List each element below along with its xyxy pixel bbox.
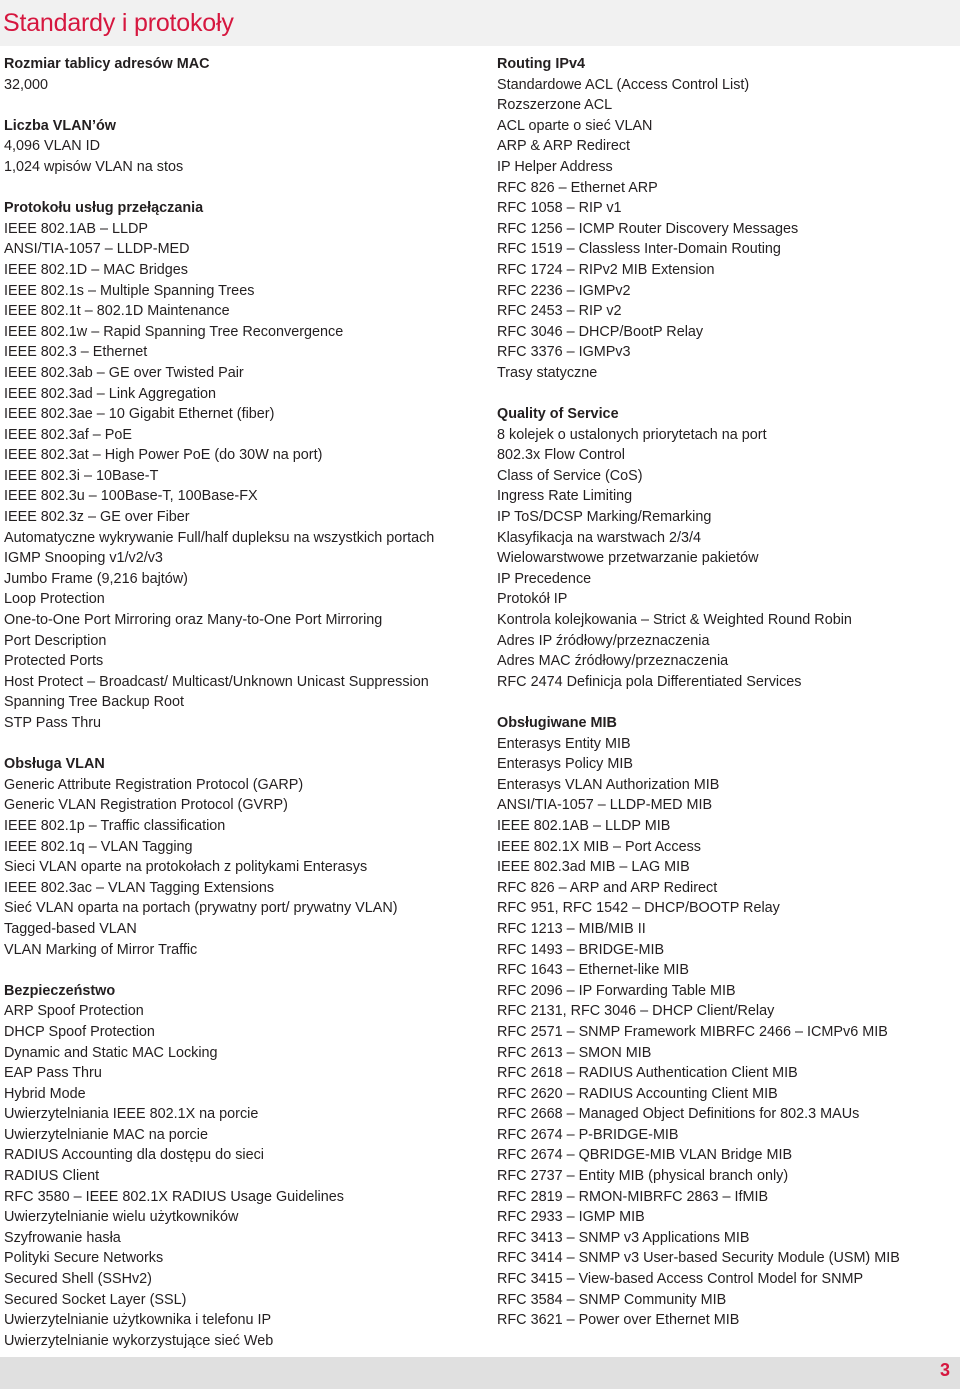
spec-item: RADIUS Client <box>4 1168 100 1185</box>
spec-item: RFC 3415 – View-based Access Control Model for SNMP <box>497 1271 864 1288</box>
spec-item: IEEE 802.3u – 100Base-T, 100Base-FX <box>4 488 258 505</box>
section-title: Bezpieczeństwo <box>4 982 116 999</box>
spec-item: STP Pass Thru <box>4 715 102 731</box>
section-title: Liczba VLAN’ów <box>4 117 116 134</box>
spec-item: RFC 1058 – RIP v1 <box>497 200 622 217</box>
spec-item: RFC 3584 – SNMP Community MIB <box>497 1291 727 1308</box>
spec-item: Protokół IP <box>497 591 568 608</box>
spec-item: Host Protect – Broadcast/ Multicast/Unknown Unicast Suppression <box>4 673 429 690</box>
spec-item: 32,000 <box>4 76 49 93</box>
spec-section <box>4 754 484 960</box>
spec-item: ANSI/TIA-1057 – LLDP-MED <box>4 241 190 258</box>
spec-item: Generic Attribute Registration Protocol (GARP) <box>4 776 304 793</box>
spec-item: Dynamic and Static MAC Locking <box>4 1044 218 1061</box>
section-title: Obsługa VLAN <box>4 756 105 773</box>
spec-item: IEEE 802.3af – PoE <box>4 426 133 443</box>
spec-item: Adres MAC źródłowy/przeznaczenia <box>497 653 729 670</box>
spec-item: DHCP Spoof Protection <box>4 1023 155 1040</box>
spec-item: Szyfrowanie hasła <box>4 1229 121 1246</box>
spec-item: IEEE 802.3ad – Link Aggregation <box>4 385 217 402</box>
spec-item: RFC 1724 – RIPv2 MIB Extension <box>497 261 715 278</box>
spec-item: IEEE 802.1AB – LLDP MIB <box>497 817 671 834</box>
spec-item: RFC 2453 – RIP v2 <box>497 303 622 320</box>
spec-item: Standardowe ACL (Access Control List) <box>497 76 750 93</box>
spec-item: ACL oparte o sieć VLAN <box>497 117 653 134</box>
spec-item: Adres IP źródłowy/przeznaczenia <box>497 632 710 649</box>
spec-item: IEEE 802.3i – 10Base-T <box>4 467 159 484</box>
spec-item: Uwierzytelnianie użytkownika i telefonu IP <box>4 1312 272 1329</box>
spec-item: Uwierzytelnianie wielu użytkowników <box>4 1209 239 1226</box>
spec-item: EAP Pass Thru <box>4 1065 102 1082</box>
spec-item: Secured Socket Layer (SSL) <box>4 1291 187 1308</box>
spec-item: IEEE 802.1q – VLAN Tagging <box>4 838 193 855</box>
spec-item: IEEE 802.3ab – GE over Twisted Pair <box>4 364 244 381</box>
spec-section <box>4 198 484 733</box>
spec-item: RFC 2613 – SMON MIB <box>497 1044 652 1061</box>
spec-item: Enterasys Entity MIB <box>497 735 631 752</box>
spec-item: Wielowarstwowe przetwarzanie pakietów <box>497 550 759 567</box>
spec-item: Trasy statyczne <box>497 364 598 381</box>
spec-item: IGMP Snooping v1/v2/v3 <box>4 550 163 567</box>
spec-item: Generic VLAN Registration Protocol (GVRP) <box>4 797 288 814</box>
spec-item: Class of Service (CoS) <box>497 467 643 484</box>
spec-item: RFC 826 – ARP and ARP Redirect <box>497 879 718 896</box>
spec-item: Sieć VLAN oparta na portach (prywatny port/ prywatny VLAN) <box>4 900 398 917</box>
spec-item: RADIUS Accounting dla dostępu do sieci <box>4 1147 264 1164</box>
spec-item: RFC 2096 – IP Forwarding Table MIB <box>497 982 736 999</box>
spec-item: RFC 3413 – SNMP v3 Applications MIB <box>497 1229 750 1246</box>
spec-item: Protected Ports <box>4 653 104 670</box>
section-title: Quality of Service <box>497 406 619 423</box>
spec-section <box>4 116 484 178</box>
spec-item: RFC 2571 – SNMP Framework MIBRFC 2466 – ICMPv6 MIB <box>497 1023 888 1040</box>
spec-item: IEEE 802.3ae – 10 Gigabit Ethernet (fiber) <box>4 406 275 423</box>
spec-item: RFC 3376 – IGMPv3 <box>497 344 631 361</box>
spec-section <box>497 404 952 692</box>
spec-item: Ingress Rate Limiting <box>497 488 633 505</box>
spec-item: Klasyfikacja na warstwach 2/3/4 <box>497 529 701 546</box>
footer-bar <box>0 1357 960 1389</box>
spec-item: IP Helper Address <box>497 158 613 175</box>
spec-item: RFC 826 – Ethernet ARP <box>497 179 658 196</box>
spec-item: RFC 2618 – RADIUS Authentication Client MIB <box>497 1065 798 1082</box>
spec-item: IEEE 802.1s – Multiple Spanning Trees <box>4 282 255 299</box>
spec-item: RFC 2819 – RMON-MIBRFC 2863 – IfMIB <box>497 1188 769 1205</box>
spec-item: IEEE 802.1D – MAC Bridges <box>4 261 188 278</box>
spec-section <box>4 54 484 95</box>
spec-section <box>497 713 952 1331</box>
spec-item: RFC 951, RFC 1542 – DHCP/BOOTP Relay <box>497 900 780 917</box>
spec-item: RFC 1213 – MIB/MIB II <box>497 920 646 937</box>
spec-item: Kontrola kolejkowania – Strict & Weighted Round Robin <box>497 612 852 629</box>
spec-item: IP Precedence <box>497 570 592 587</box>
left-column <box>4 54 484 1372</box>
page-title: Standardy i protokoły <box>3 9 234 37</box>
spec-item: Polityki Secure Networks <box>4 1250 164 1267</box>
spec-item: RFC 3621 – Power over Ethernet MIB <box>497 1312 740 1329</box>
spec-section <box>497 54 952 384</box>
spec-item: RFC 1256 – ICMP Router Discovery Messages <box>497 220 799 237</box>
section-title: Protokołu usług przełączania <box>4 200 204 217</box>
spec-item: Automatyczne wykrywanie Full/half dupleksu na wszystkich portach <box>4 529 435 546</box>
spec-item: Jumbo Frame (9,216 bajtów) <box>4 570 188 587</box>
spec-item: Enterasys Policy MIB <box>497 756 633 773</box>
spec-item: One-to-One Port Mirroring oraz Many-to-One Port Mirroring <box>4 612 383 629</box>
header-bar <box>0 0 960 46</box>
spec-item: IEEE 802.3at – High Power PoE (do 30W na port) <box>4 447 323 464</box>
spec-item: RFC 2933 – IGMP MIB <box>497 1209 645 1226</box>
spec-item: Uwierzytelnianie MAC na porcie <box>4 1126 208 1143</box>
spec-item: Uwierzytelniania IEEE 802.1X na porcie <box>4 1106 259 1123</box>
spec-item: RFC 2131, RFC 3046 – DHCP Client/Relay <box>497 1003 775 1020</box>
spec-item: RFC 1643 – Ethernet-like MIB <box>497 962 689 979</box>
spec-item: IEEE 802.1AB – LLDP <box>4 220 148 237</box>
spec-item: IEEE 802.1p – Traffic classification <box>4 817 226 834</box>
page-number: 3 <box>939 1360 950 1380</box>
spec-item: IEEE 802.3ad MIB – LAG MIB <box>497 859 690 876</box>
spec-item: RFC 3414 – SNMP v3 User-based Security Module (USM) MIB <box>497 1250 900 1267</box>
spec-item: IEEE 802.3 – Ethernet <box>4 344 148 361</box>
spec-item: IEEE 802.3z – GE over Fiber <box>4 509 190 526</box>
spec-item: RFC 1493 – BRIDGE-MIB <box>497 941 665 958</box>
spec-item: IEEE 802.1t – 802.1D Maintenance <box>4 303 230 320</box>
spec-item: Spanning Tree Backup Root <box>4 694 185 711</box>
spec-item: RFC 2236 – IGMPv2 <box>497 282 631 299</box>
spec-item: RFC 3046 – DHCP/BootP Relay <box>497 323 704 340</box>
spec-item: 802.3x Flow Control <box>497 447 625 464</box>
spec-item: Hybrid Mode <box>4 1085 86 1102</box>
spec-item: 1,024 wpisów VLAN na stos <box>4 158 184 175</box>
spec-item: RFC 2674 – QBRIDGE-MIB VLAN Bridge MIB <box>497 1147 793 1164</box>
spec-item: IEEE 802.3ac – VLAN Tagging Extensions <box>4 879 275 896</box>
spec-item: RFC 2474 Definicja pola Differentiated Services <box>497 673 802 690</box>
spec-item: IP ToS/DCSP Marking/Remarking <box>497 509 712 526</box>
spec-item: Port Description <box>4 632 107 649</box>
spec-item: Loop Protection <box>4 591 105 608</box>
spec-item: VLAN Marking of Mirror Traffic <box>4 941 198 958</box>
spec-item: 8 kolejek o ustalonych priorytetach na port <box>497 426 767 443</box>
section-title: Routing IPv4 <box>497 56 585 72</box>
spec-item: ARP & ARP Redirect <box>497 138 631 155</box>
spec-item: RFC 2668 – Managed Object Definitions for 802.3 MAUs <box>497 1106 860 1123</box>
spec-item: RFC 2737 – Entity MIB (physical branch only) <box>497 1168 789 1185</box>
spec-item: Rozszerzone ACL <box>497 97 613 114</box>
section-title: Rozmiar tablicy adresów MAC <box>4 56 210 72</box>
spec-section <box>4 981 484 1352</box>
spec-item: IEEE 802.1w – Rapid Spanning Tree Reconvergence <box>4 323 344 340</box>
spec-item: ARP Spoof Protection <box>4 1003 144 1020</box>
spec-item: RFC 2620 – RADIUS Accounting Client MIB <box>497 1085 778 1102</box>
spec-item: Sieci VLAN oparte na protokołach z politykami Enterasys <box>4 859 368 876</box>
spec-item: ANSI/TIA-1057 – LLDP-MED MIB <box>497 797 713 814</box>
spec-item: RFC 1519 – Classless Inter-Domain Routing <box>497 241 781 258</box>
spec-item: Uwierzytelnianie wykorzystujące sieć Web <box>4 1332 274 1349</box>
section-title: Obsługiwane MIB <box>497 715 617 731</box>
right-column <box>497 54 952 1351</box>
spec-item: Tagged-based VLAN <box>4 920 137 937</box>
spec-item: RFC 3580 – IEEE 802.1X RADIUS Usage Guidelines <box>4 1188 344 1205</box>
spec-item: IEEE 802.1X MIB – Port Access <box>497 838 701 855</box>
spec-item: Secured Shell (SSHv2) <box>4 1271 152 1288</box>
spec-item: Enterasys VLAN Authorization MIB <box>497 776 720 793</box>
spec-item: 4,096 VLAN ID <box>4 138 100 155</box>
spec-item: RFC 2674 – P-BRIDGE-MIB <box>497 1126 679 1143</box>
